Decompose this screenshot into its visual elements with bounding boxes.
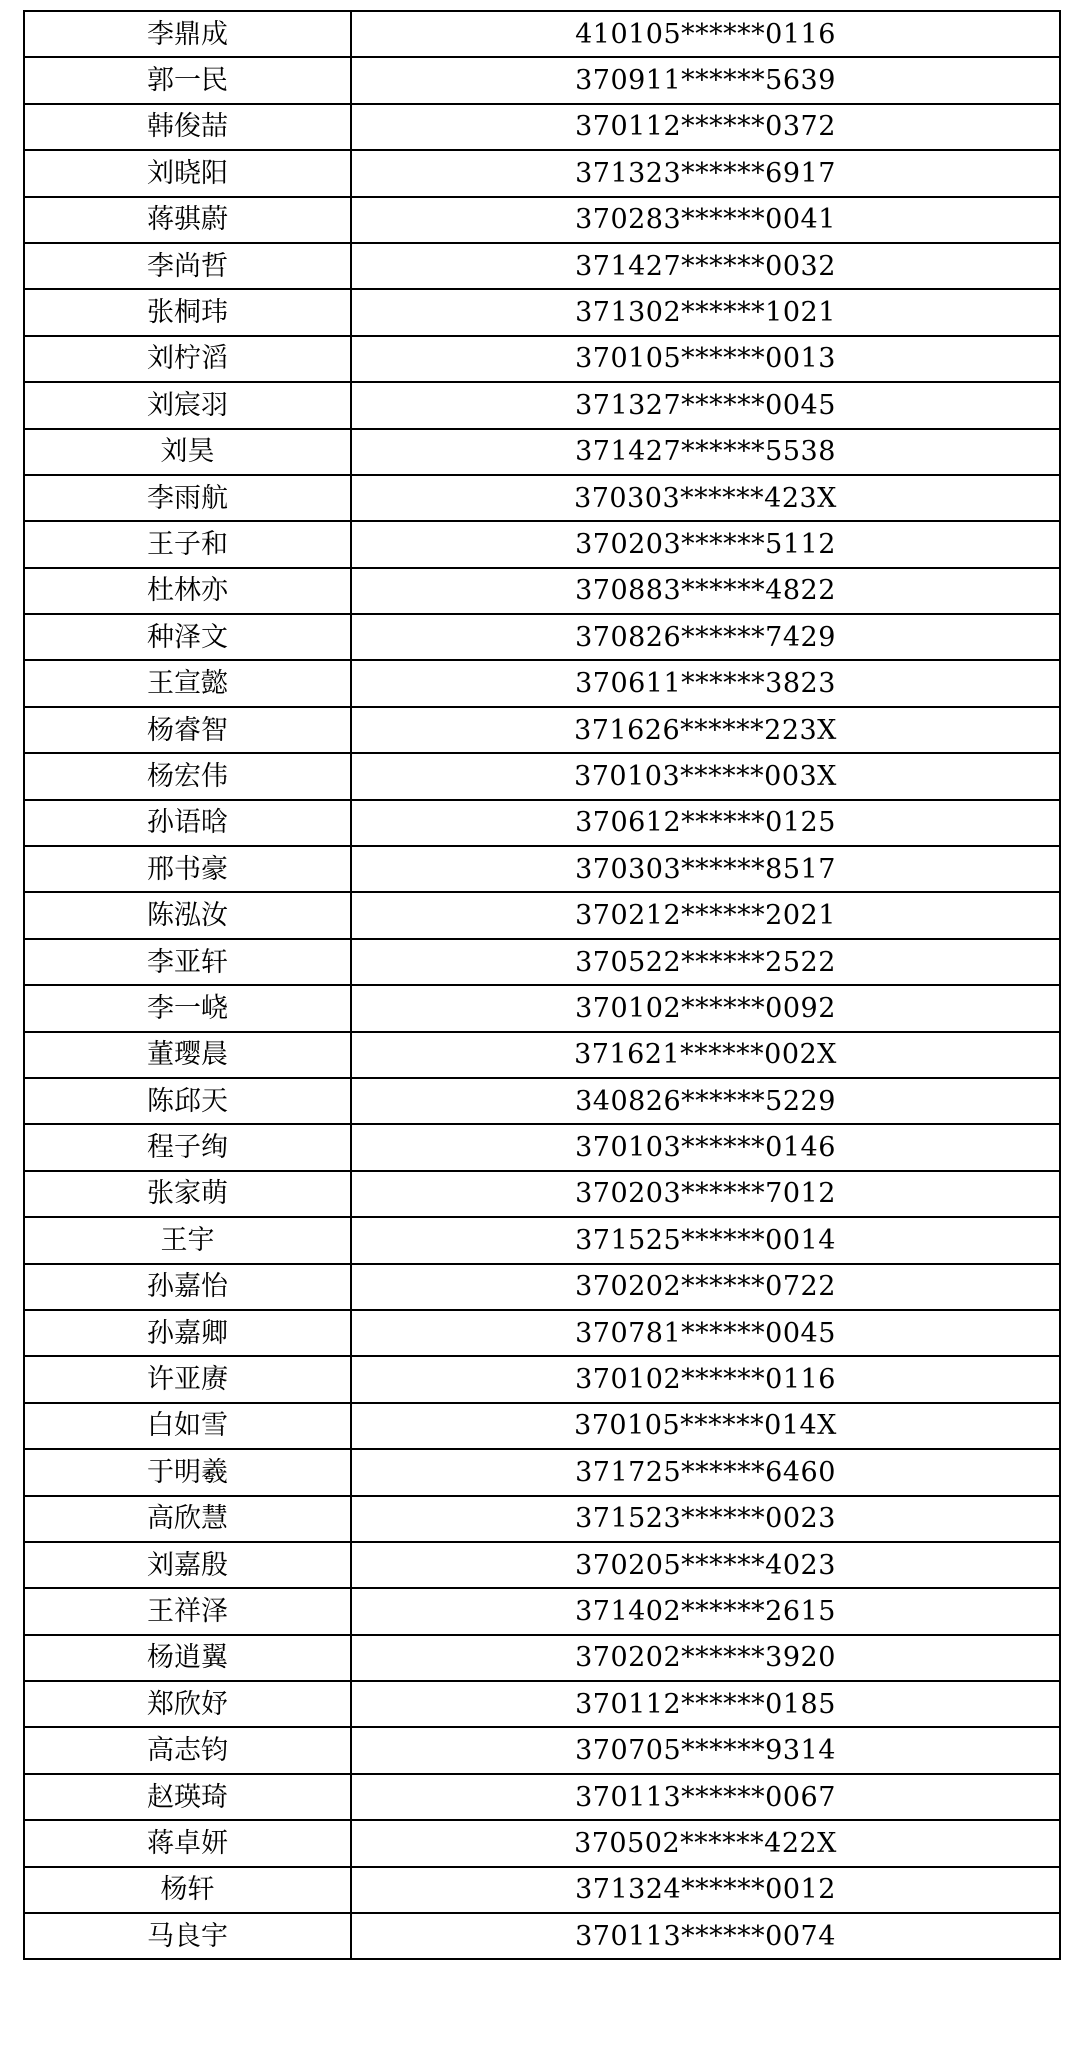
name-cell: 王宇 xyxy=(24,1217,351,1263)
table-row xyxy=(24,57,1060,103)
id-number-cell: 370112******0372 xyxy=(351,104,1060,150)
name-cell: 杨轩 xyxy=(24,1867,351,1913)
table-row xyxy=(24,1449,1060,1495)
table-row xyxy=(24,1774,1060,1820)
table-row xyxy=(24,382,1060,428)
table-row xyxy=(24,1356,1060,1402)
table-row xyxy=(24,1403,1060,1449)
name-cell: 李一峣 xyxy=(24,985,351,1031)
name-cell: 韩俊喆 xyxy=(24,104,351,150)
name-cell: 王子和 xyxy=(24,521,351,567)
table-row xyxy=(24,1635,1060,1681)
table-row xyxy=(24,846,1060,892)
id-number-cell: 370705******9314 xyxy=(351,1727,1060,1773)
id-number-cell: 371725******6460 xyxy=(351,1449,1060,1495)
name-cell: 陈邱天 xyxy=(24,1078,351,1124)
id-number-cell: 370781******0045 xyxy=(351,1310,1060,1356)
table-row xyxy=(24,1496,1060,1542)
name-cell: 李亚轩 xyxy=(24,939,351,985)
id-number-cell: 370283******0041 xyxy=(351,197,1060,243)
name-cell: 张家萌 xyxy=(24,1171,351,1217)
id-number-cell: 371523******0023 xyxy=(351,1496,1060,1542)
id-number-cell: 370883******4822 xyxy=(351,568,1060,614)
id-number-cell: 370202******3920 xyxy=(351,1635,1060,1681)
table-row xyxy=(24,1124,1060,1170)
name-cell: 于明羲 xyxy=(24,1449,351,1495)
name-cell: 蒋骐蔚 xyxy=(24,197,351,243)
table-row xyxy=(24,800,1060,846)
roster-table xyxy=(23,10,1061,1960)
id-number-cell: 370203******7012 xyxy=(351,1171,1060,1217)
name-cell: 李雨航 xyxy=(24,475,351,521)
name-cell: 程子绚 xyxy=(24,1124,351,1170)
name-cell: 陈泓汝 xyxy=(24,892,351,938)
name-cell: 刘昊 xyxy=(24,429,351,475)
table-row xyxy=(24,753,1060,799)
id-number-cell: 371302******1021 xyxy=(351,289,1060,335)
table-row xyxy=(24,1913,1060,1959)
table-row xyxy=(24,1820,1060,1866)
name-cell: 王祥泽 xyxy=(24,1588,351,1634)
id-number-cell: 371327******0045 xyxy=(351,382,1060,428)
table-row xyxy=(24,707,1060,753)
name-cell: 许亚赓 xyxy=(24,1356,351,1402)
name-cell: 高欣慧 xyxy=(24,1496,351,1542)
table-row xyxy=(24,336,1060,382)
id-number-cell: 370105******0013 xyxy=(351,336,1060,382)
name-cell: 孙嘉怡 xyxy=(24,1264,351,1310)
table-row xyxy=(24,1588,1060,1634)
table-row xyxy=(24,521,1060,567)
id-number-cell: 370202******0722 xyxy=(351,1264,1060,1310)
name-cell: 蒋卓妍 xyxy=(24,1820,351,1866)
table-row xyxy=(24,892,1060,938)
name-cell: 张桐玮 xyxy=(24,289,351,335)
name-cell: 种泽文 xyxy=(24,614,351,660)
id-number-cell: 370103******0146 xyxy=(351,1124,1060,1170)
id-number-cell: 370303******423X xyxy=(351,475,1060,521)
table-row xyxy=(24,1078,1060,1124)
table-row xyxy=(24,1264,1060,1310)
name-cell: 杨睿智 xyxy=(24,707,351,753)
name-cell: 郭一民 xyxy=(24,57,351,103)
name-cell: 马良宇 xyxy=(24,1913,351,1959)
name-cell: 孙语晗 xyxy=(24,800,351,846)
id-number-cell: 370113******0067 xyxy=(351,1774,1060,1820)
name-cell: 李尚哲 xyxy=(24,243,351,289)
id-number-cell: 370205******4023 xyxy=(351,1542,1060,1588)
id-number-cell: 340826******5229 xyxy=(351,1078,1060,1124)
table-row xyxy=(24,614,1060,660)
id-number-cell: 410105******0116 xyxy=(351,11,1060,57)
table-row xyxy=(24,289,1060,335)
table-row xyxy=(24,1032,1060,1078)
name-cell: 董璎晨 xyxy=(24,1032,351,1078)
id-number-cell: 371427******0032 xyxy=(351,243,1060,289)
table-row xyxy=(24,1681,1060,1727)
name-cell: 杜林亦 xyxy=(24,568,351,614)
id-number-cell: 371323******6917 xyxy=(351,150,1060,196)
name-cell: 邢书豪 xyxy=(24,846,351,892)
id-number-cell: 370911******5639 xyxy=(351,57,1060,103)
id-number-cell: 370102******0116 xyxy=(351,1356,1060,1402)
name-cell: 刘柠滔 xyxy=(24,336,351,382)
id-number-cell: 370303******8517 xyxy=(351,846,1060,892)
id-number-cell: 370113******0074 xyxy=(351,1913,1060,1959)
table-row xyxy=(24,429,1060,475)
roster-body xyxy=(24,11,1060,1959)
table-row xyxy=(24,1867,1060,1913)
table-row xyxy=(24,985,1060,1031)
name-cell: 孙嘉卿 xyxy=(24,1310,351,1356)
id-number-cell: 371427******5538 xyxy=(351,429,1060,475)
name-cell: 赵瑛琦 xyxy=(24,1774,351,1820)
name-cell: 杨逍翼 xyxy=(24,1635,351,1681)
name-cell: 刘晓阳 xyxy=(24,150,351,196)
table-row xyxy=(24,939,1060,985)
table-row xyxy=(24,1217,1060,1263)
table-row xyxy=(24,660,1060,706)
name-cell: 高志钧 xyxy=(24,1727,351,1773)
id-number-cell: 370103******003X xyxy=(351,753,1060,799)
table-row xyxy=(24,568,1060,614)
table-row xyxy=(24,1542,1060,1588)
id-number-cell: 371525******0014 xyxy=(351,1217,1060,1263)
name-cell: 刘嘉殷 xyxy=(24,1542,351,1588)
name-cell: 刘宸羽 xyxy=(24,382,351,428)
table-row xyxy=(24,243,1060,289)
table-row xyxy=(24,1171,1060,1217)
table-row xyxy=(24,11,1060,57)
id-number-cell: 370112******0185 xyxy=(351,1681,1060,1727)
id-number-cell: 370826******7429 xyxy=(351,614,1060,660)
table-row xyxy=(24,104,1060,150)
id-number-cell: 370502******422X xyxy=(351,1820,1060,1866)
id-number-cell: 371626******223X xyxy=(351,707,1060,753)
id-number-cell: 370203******5112 xyxy=(351,521,1060,567)
name-cell: 白如雪 xyxy=(24,1403,351,1449)
id-number-cell: 370105******014X xyxy=(351,1403,1060,1449)
table-row xyxy=(24,150,1060,196)
id-number-cell: 370611******3823 xyxy=(351,660,1060,706)
name-cell: 杨宏伟 xyxy=(24,753,351,799)
table-row xyxy=(24,1310,1060,1356)
name-cell: 郑欣妤 xyxy=(24,1681,351,1727)
name-cell: 王宣懿 xyxy=(24,660,351,706)
id-number-cell: 370212******2021 xyxy=(351,892,1060,938)
id-number-cell: 370522******2522 xyxy=(351,939,1060,985)
id-number-cell: 370612******0125 xyxy=(351,800,1060,846)
name-cell: 李鼎成 xyxy=(24,11,351,57)
table-row xyxy=(24,475,1060,521)
table-row xyxy=(24,1727,1060,1773)
id-number-cell: 371324******0012 xyxy=(351,1867,1060,1913)
id-number-cell: 370102******0092 xyxy=(351,985,1060,1031)
id-number-cell: 371621******002X xyxy=(351,1032,1060,1078)
table-row xyxy=(24,197,1060,243)
id-number-cell: 371402******2615 xyxy=(351,1588,1060,1634)
